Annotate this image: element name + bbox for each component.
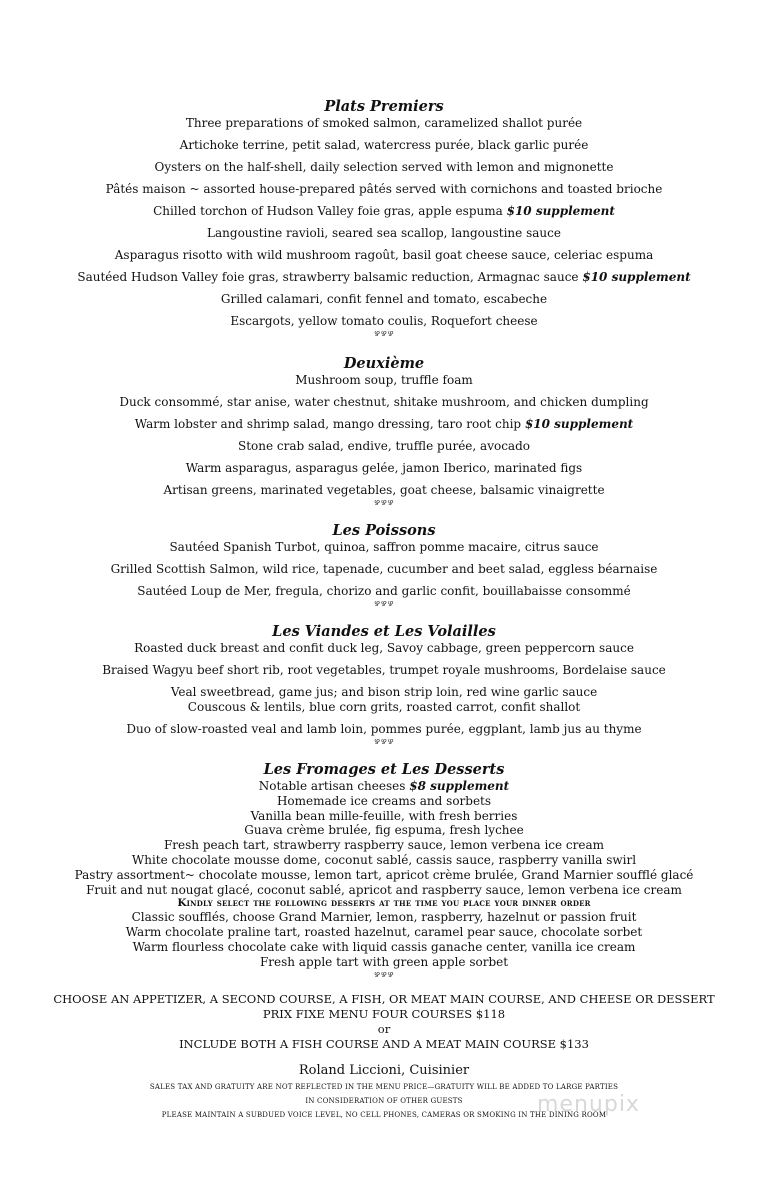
menu-item: Duck consommé, star anise, water chestnut, shitake mushroom, and chicken dumpling (119, 395, 649, 409)
menu-item: Braised Wagyu beef short rib, root vegetables, trumpet royale mushrooms, Bordelaise sauce (102, 663, 666, 677)
section-title-poissons: Les Poissons (332, 522, 436, 539)
menu-item: Veal sweetbread, game jus; and bison strip loin, red wine garlic sauce (170, 685, 598, 699)
menu-page (0, 98, 768, 1122)
menu-item (0, 779, 768, 794)
menu-item: Couscous & lentils, blue corn grits, roasted carrot, confit shallot (187, 700, 581, 714)
supplement-price: $10 supplement (524, 417, 634, 431)
ornament-divider: ഴഴഴ (373, 599, 395, 609)
chef-signature: Roland Liccioni, Cuisinier (298, 1062, 470, 1078)
menu-item: Oysters on the half-shell, daily selection served with lemon and mignonette (154, 160, 614, 174)
menu-item: Warm chocolate praline tart, roasted hazelnut, caramel pear sauce, chocolate sorbet (125, 925, 643, 940)
fine-print: IN CONSIDERATION OF OTHER GUESTS (305, 1096, 463, 1105)
prix-line: PRIX FIXE MENU FOUR COURSES $118 (262, 1006, 506, 1021)
order-notice: Kindly select the following desserts at the time you place your dinner order (177, 897, 591, 910)
section-title-deuxieme: Deuxième (343, 355, 425, 372)
menu-item: Fruit and nut nougat glacé, coconut sablé, apricot and raspberry sauce, lemon verbena ice cream (86, 882, 682, 897)
menu-item: Three preparations of smoked salmon, caramelized shallot purée (185, 116, 583, 130)
menu-item: Sautéed Loup de Mer, fregula, chorizo and garlic confit, bouillabaisse consommé (137, 584, 631, 598)
menu-item: Roasted duck breast and confit duck leg, Savoy cabbage, green peppercorn sauce (134, 641, 634, 655)
ornament-divider: ഴഴഴ (373, 737, 395, 747)
menu-item: Artisan greens, marinated vegetables, goat cheese, balsamic vinaigrette (163, 483, 605, 497)
ornament-divider: ഴഴഴ (373, 969, 395, 980)
menu-item: Vanilla bean mille-feuille, with fresh berries (250, 808, 518, 823)
menu-item (0, 270, 768, 285)
menu-item: Fresh apple tart with green apple sorbet (259, 954, 509, 969)
item-text: Chilled torchon of Hudson Valley foie gras, apple espuma (153, 204, 503, 218)
menu-item: Stone crab salad, endive, truffle purée, avocado (238, 439, 530, 453)
menu-item: Escargots, yellow tomato coulis, Roquefort cheese (230, 314, 538, 328)
section-title-viandes: Les Viandes et Les Volailles (272, 623, 496, 640)
menu-item: Duo of slow-roasted veal and lamb loin, pommes purée, eggplant, lamb jus au thyme (126, 722, 642, 736)
fine-print: PLEASE MAINTAIN A SUBDUED VOICE LEVEL, NO CELL PHONES, CAMERAS OR SMOKING IN THE DINING ROOM (161, 1110, 607, 1119)
prix-line: INCLUDE BOTH A FISH COURSE AND A MEAT MAIN COURSE $133 (179, 1036, 589, 1051)
menu-item: Grilled Scottish Salmon, wild rice, tapenade, cucumber and beet salad, eggless béarnaise (110, 562, 658, 576)
menu-item: Artichoke terrine, petit salad, watercress purée, black garlic purée (179, 138, 589, 152)
menu-item (0, 417, 768, 432)
supplement-price: $10 supplement (582, 270, 691, 284)
item-text: Notable artisan cheeses (258, 779, 406, 793)
watermark-logo: menupix (537, 1092, 640, 1117)
menu-item: Grilled calamari, confit fennel and tomato, escabeche (220, 292, 548, 306)
menu-item: Guava crème brulée, fig espuma, fresh lychee (244, 823, 524, 838)
menu-item: Classic soufflés, choose Grand Marnier, lemon, raspberry, hazelnut or passion fruit (131, 910, 637, 925)
section-title-premiers: Plats Premiers (324, 98, 444, 115)
menu-item: Langoustine ravioli, seared sea scallop, langoustine sauce (207, 226, 561, 240)
supplement-price: $10 supplement (506, 204, 615, 218)
ornament-divider: ഴഴഴ (373, 329, 395, 339)
menu-item: Warm asparagus, asparagus gelée, jamon Iberico, marinated figs (185, 461, 583, 475)
item-text: Sautéed Hudson Valley foie gras, strawberry balsamic reduction, Armagnac sauce (77, 270, 579, 284)
item-text: Warm lobster and shrimp salad, mango dressing, taro root chip (134, 417, 522, 431)
menu-item: Sautéed Spanish Turbot, quinoa, saffron pomme macaire, citrus sauce (169, 540, 599, 554)
menu-item: Mushroom soup, truffle foam (295, 373, 473, 387)
fine-print: SALES TAX AND GRATUITY ARE NOT REFLECTED IN THE MENU PRICE—GRATUITY WILL BE ADDED TO LARGE PARTIES (149, 1082, 619, 1091)
menu-item: Warm flourless chocolate cake with liquid cassis ganache center, vanilla ice cream (132, 939, 636, 954)
menu-item: Pastry assortment~ chocolate mousse, lemon tart, apricot crème brulée, Grand Marnier soufflé glacé (74, 867, 694, 882)
desserts-section (0, 761, 768, 980)
menu-item: Pâtés maison ~ assorted house-prepared pâtés served with cornichons and toasted brioche (105, 182, 663, 196)
prix-line: CHOOSE AN APPETIZER, A SECOND COURSE, A FISH, OR MEAT MAIN COURSE, AND CHEESE OR DESSERT (53, 991, 715, 1006)
supplement-price: $8 supplement (409, 779, 510, 793)
prix-line: or (377, 1021, 391, 1036)
section-title-desserts: Les Fromages et Les Desserts (263, 761, 505, 778)
menu-item: White chocolate mousse dome, coconut sablé, cassis sauce, raspberry vanilla swirl (131, 852, 637, 867)
menu-item (0, 204, 768, 219)
menu-item: Fresh peach tart, strawberry raspberry sauce, lemon verbena ice cream (163, 838, 605, 853)
menu-item: Asparagus risotto with wild mushroom ragoût, basil goat cheese sauce, celeriac espuma (114, 248, 654, 262)
ornament-divider: ഴഴഴ (373, 498, 395, 508)
menu-item: Homemade ice creams and sorbets (276, 793, 492, 808)
